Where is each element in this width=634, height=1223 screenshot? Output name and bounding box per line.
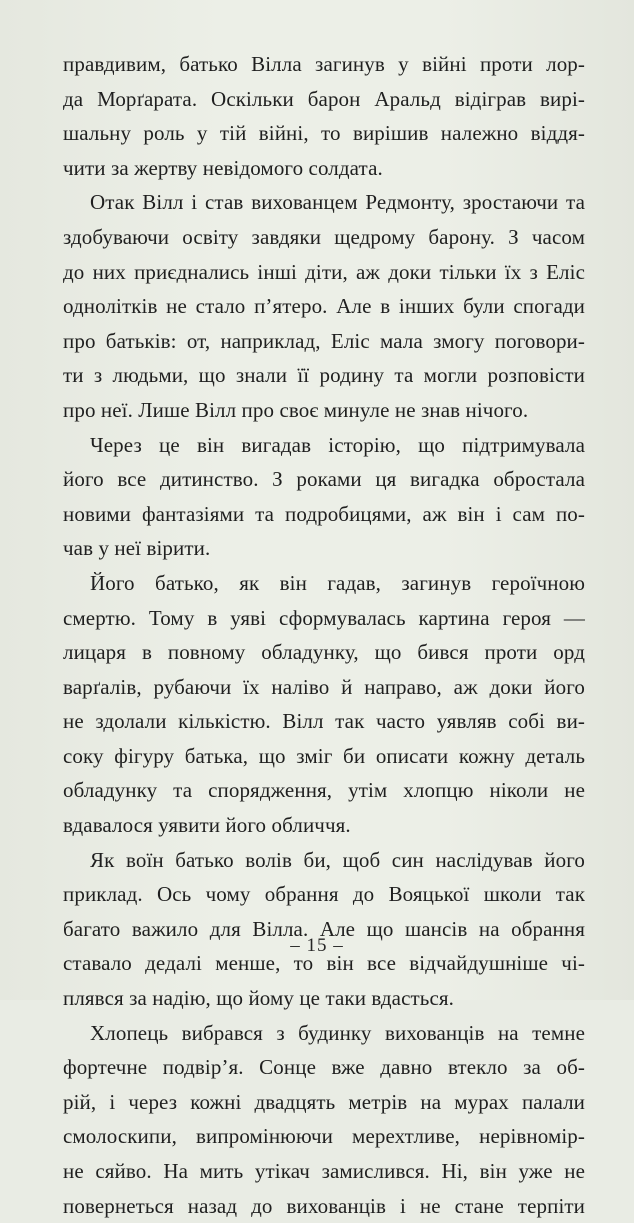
text-line: лицаря в повному обладунку, що бився проти орд <box>63 640 585 665</box>
text-line: до них приєднались інші діти, аж доки тільки їх з Еліс <box>63 259 585 284</box>
text-line: чити за жертву невідомого солдата. <box>63 155 383 180</box>
text-line: ставало дедалі менше, то він все відчайдушніше чі- <box>63 951 585 976</box>
paragraph-first-line: Хлопець вибрався з будинку вихованців на темне <box>90 1020 585 1045</box>
text-line: про неї. Лише Вілл про своє минуле не знав нічого. <box>63 397 529 422</box>
text-line: соку фігуру батька, що зміг би описати кожну деталь <box>63 743 585 768</box>
text-line: однолітків не стало п’ятеро. Але в інших були спогади <box>63 294 585 319</box>
text-line: чав у неї вірити. <box>63 536 211 561</box>
text-line: вдавалося уявити його обличчя. <box>63 813 351 838</box>
paragraph-first-line: Його батько, як він гадав, загинув героїчною <box>90 570 585 595</box>
text-line: фортечне подвір’я. Сонце вже давно втекло за об- <box>63 1055 585 1080</box>
text-line: не сяйво. На мить утікач замислився. Ні, він уже не <box>63 1159 585 1183</box>
text-line: багато важило для Вілла. Але що шансів на обрання <box>63 916 585 941</box>
text-line: смертю. Тому в уяві сформувалась картина героя — <box>63 605 585 630</box>
text-line: його все дитинство. З роками ця вигадка обростала <box>63 467 585 492</box>
text-line: не здолали кількістю. Вілл так часто уявляв собі ви- <box>63 709 585 734</box>
text-line: приклад. Ось чому обрання до Вояцької школи так <box>63 882 585 907</box>
paragraph-first-line: Отак Вілл і став вихованцем Редмонту, зростаючи та <box>90 190 585 215</box>
text-line: варґалів, рубаючи їх наліво й направо, аж доки його <box>63 674 585 699</box>
text-line: обладунку та спорядження, утім хлопцю ніколи не <box>63 778 585 803</box>
paragraph-first-line: Як воїн батько волів би, щоб син наслідував його <box>90 847 585 872</box>
text-line: да Морґарата. Оскільки барон Аральд відіграв вирі- <box>63 86 585 111</box>
text-line: смолоскипи, випромінюючи мерехтливе, нерівномір- <box>63 1124 585 1149</box>
text-line: плявся за надію, що йому це таки вдасться. <box>63 986 454 1011</box>
text-line: про батьків: от, наприклад, Еліс мала змогу поговори- <box>63 328 585 353</box>
text-line: новими фантазіями та подробицями, аж він і сам по- <box>63 501 585 526</box>
page-number: – 15 – <box>290 935 344 956</box>
body-text <box>63 47 585 1223</box>
text-line: повернеться назад до вихованців і не стане терпіти <box>63 1193 585 1218</box>
text-line: шальну роль у тій війні, то вирішив належно віддя- <box>63 121 585 146</box>
text-line: правдивим, батько Вілла загинув у війні проти лор- <box>63 52 585 76</box>
paragraph-first-line: Через це він вигадав історію, що підтримувала <box>90 432 585 457</box>
text-line: здобуваючи освіту завдяки щедрому барону. З часом <box>63 224 585 249</box>
text-line: рій, і через кожні двадцять метрів на мурах палали <box>63 1089 585 1114</box>
text-line: ти з людьми, що знали її родину та могли розповісти <box>63 363 585 388</box>
